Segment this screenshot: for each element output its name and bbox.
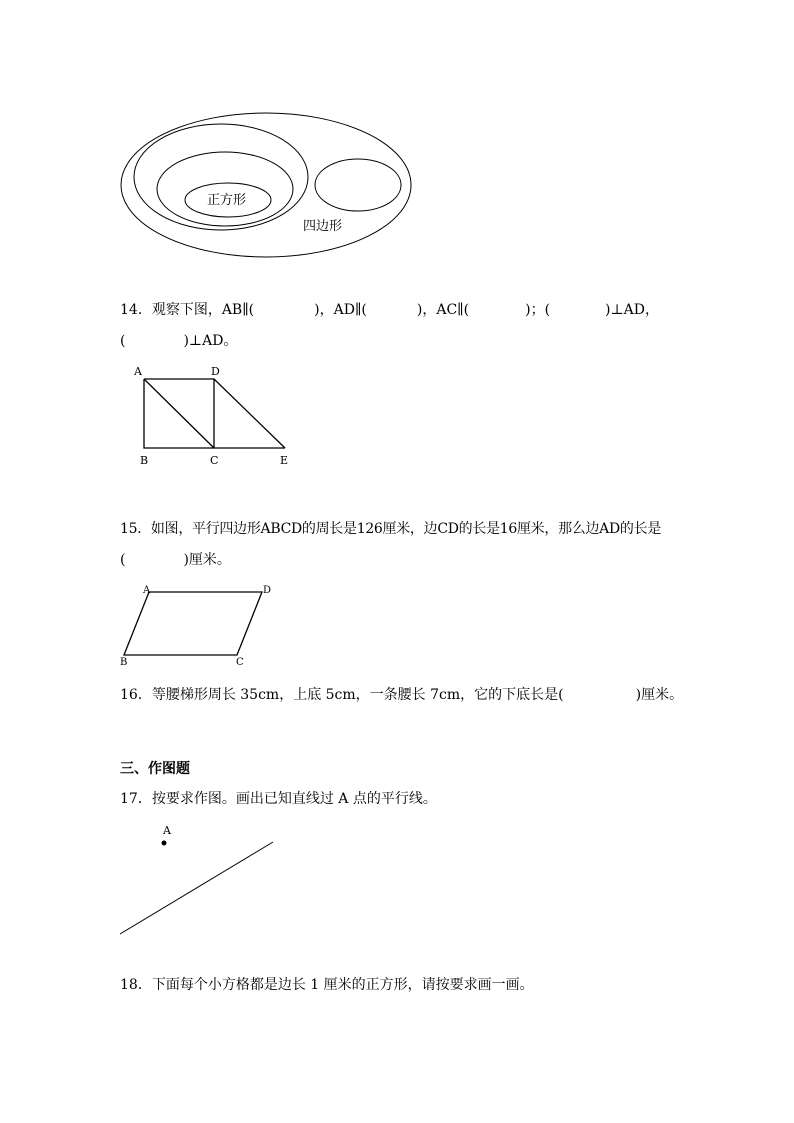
q14-label-e: E: [280, 454, 289, 467]
q14-label-b: B: [140, 454, 149, 467]
section-title: 三、作图题: [120, 761, 190, 777]
q17-given-line: [120, 842, 273, 934]
venn-label-square: 正方形: [207, 193, 247, 208]
venn-label-quadrilateral: 四边形: [303, 219, 343, 234]
q14-text-3: )，AC∥(: [416, 302, 470, 318]
q14-text-5: )⊥AD，: [605, 302, 660, 318]
q17-point-a: [162, 841, 167, 846]
q15-label-a: A: [143, 585, 151, 596]
q14-text-6: (: [120, 333, 126, 349]
q14-label-d: D: [211, 365, 220, 378]
q14-label-c: C: [210, 454, 219, 467]
q17-text: 17．按要求作图。画出已知直线过 A 点的平行线。: [120, 791, 437, 807]
q15-label-b: B: [120, 657, 128, 668]
q15-label-d: D: [263, 585, 272, 596]
q18-text: 18．下面每个小方格都是边长 1 厘米的正方形，请按要求画一画。: [120, 977, 534, 993]
q15-label-c: C: [236, 657, 244, 668]
q14-text-2: )，AD∥(: [314, 302, 367, 318]
q14-text-1: 14．观察下图，AB∥(: [120, 302, 255, 318]
q15-text-2: )厘米。: [183, 552, 231, 568]
q16-text-1: 16．等腰梯形周长 35cm，上底 5cm，一条腰长 7cm，它的下底长是(: [120, 687, 564, 703]
q15-text-1: (: [120, 552, 126, 568]
q16-text-2: )厘米。: [635, 687, 684, 703]
q14-label-a: A: [134, 365, 142, 378]
q14-text-7: )⊥AD。: [183, 333, 238, 349]
q17-point-label: A: [163, 824, 171, 837]
q15-line1: 15．如图，平行四边形ABCD的周长是126厘米，边CD的长是16厘米，那么边AD的长是: [120, 521, 662, 537]
q14-text-4: )；(: [525, 302, 551, 318]
